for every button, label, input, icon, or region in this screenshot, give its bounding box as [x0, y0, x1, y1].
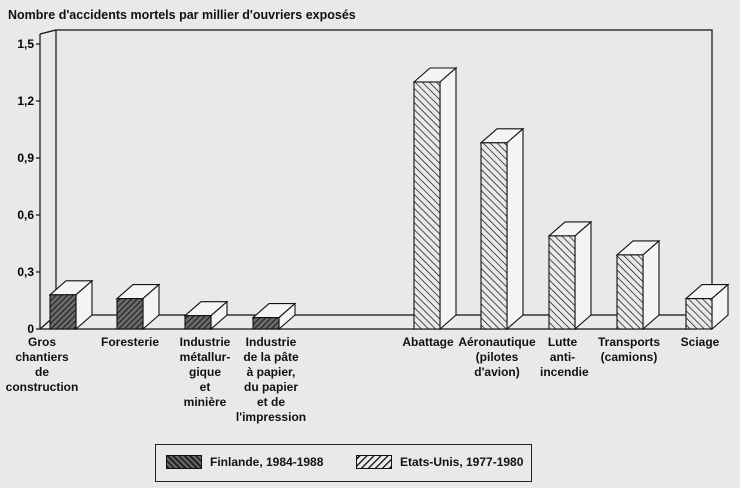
- category-label: Aéronautique (pilotes d'avion): [458, 335, 536, 379]
- y-tick-label: 1,2: [17, 94, 34, 108]
- bar-front-face: [686, 299, 712, 329]
- bar-side-face: [507, 129, 523, 329]
- category-label: Gros chantiers de construction: [5, 335, 79, 394]
- bar-front-face: [185, 316, 211, 329]
- bar-front-face: [617, 255, 643, 329]
- category-label: Lutte anti- incendie: [540, 335, 589, 379]
- legend-swatch-finland: [166, 455, 202, 469]
- y-tick-label: 0: [27, 322, 34, 336]
- legend-item-usa: [356, 455, 523, 469]
- category-label: Industrie de la pâte à papier, du papier et de l'impression: [235, 335, 307, 424]
- bar-front-face: [481, 143, 507, 329]
- bar-8: [617, 241, 659, 329]
- bar-7: [549, 222, 591, 329]
- wall-top-edge: [40, 30, 56, 34]
- category-label: Foresterie: [100, 335, 160, 349]
- category-label: Transports (camions): [597, 335, 660, 364]
- legend-label-usa: Etats-Unis, 1977-1980: [400, 455, 524, 469]
- legend-label-finland: Finlande, 1984-1988: [210, 455, 324, 469]
- legend-swatch-usa: [356, 455, 392, 469]
- bar-front-face: [50, 295, 76, 329]
- legend: [155, 444, 532, 482]
- bar-front-face: [117, 299, 143, 329]
- bar-side-face: [440, 68, 456, 329]
- bar-4: [253, 304, 295, 329]
- bar-front-face: [549, 236, 575, 329]
- bar-2: [117, 285, 159, 329]
- bar-front-face: [414, 82, 440, 329]
- back-wall: [56, 30, 712, 315]
- bars: [50, 68, 728, 329]
- bar-front-face: [253, 318, 279, 329]
- y-tick-label: 0,9: [17, 151, 34, 165]
- bar-5: [414, 68, 456, 329]
- bar-3: [185, 302, 227, 329]
- y-tick-label: 0,6: [17, 208, 34, 222]
- y-axis-label: Nombre d'accidents mortels par millier d'ouvriers exposés: [8, 8, 356, 22]
- bar-9: [686, 285, 728, 329]
- bar-side-face: [575, 222, 591, 329]
- category-label: Industrie métallur- gique et minière: [179, 335, 231, 409]
- category-label: Sciage: [680, 335, 720, 349]
- bar-side-face: [643, 241, 659, 329]
- category-label: Abattage: [402, 335, 454, 349]
- y-tick-label: 0,3: [17, 265, 34, 279]
- y-axis: [17, 37, 40, 336]
- legend-item-finland: [166, 455, 323, 469]
- bar-6: [481, 129, 523, 329]
- y-tick-label: 1,5: [17, 37, 34, 51]
